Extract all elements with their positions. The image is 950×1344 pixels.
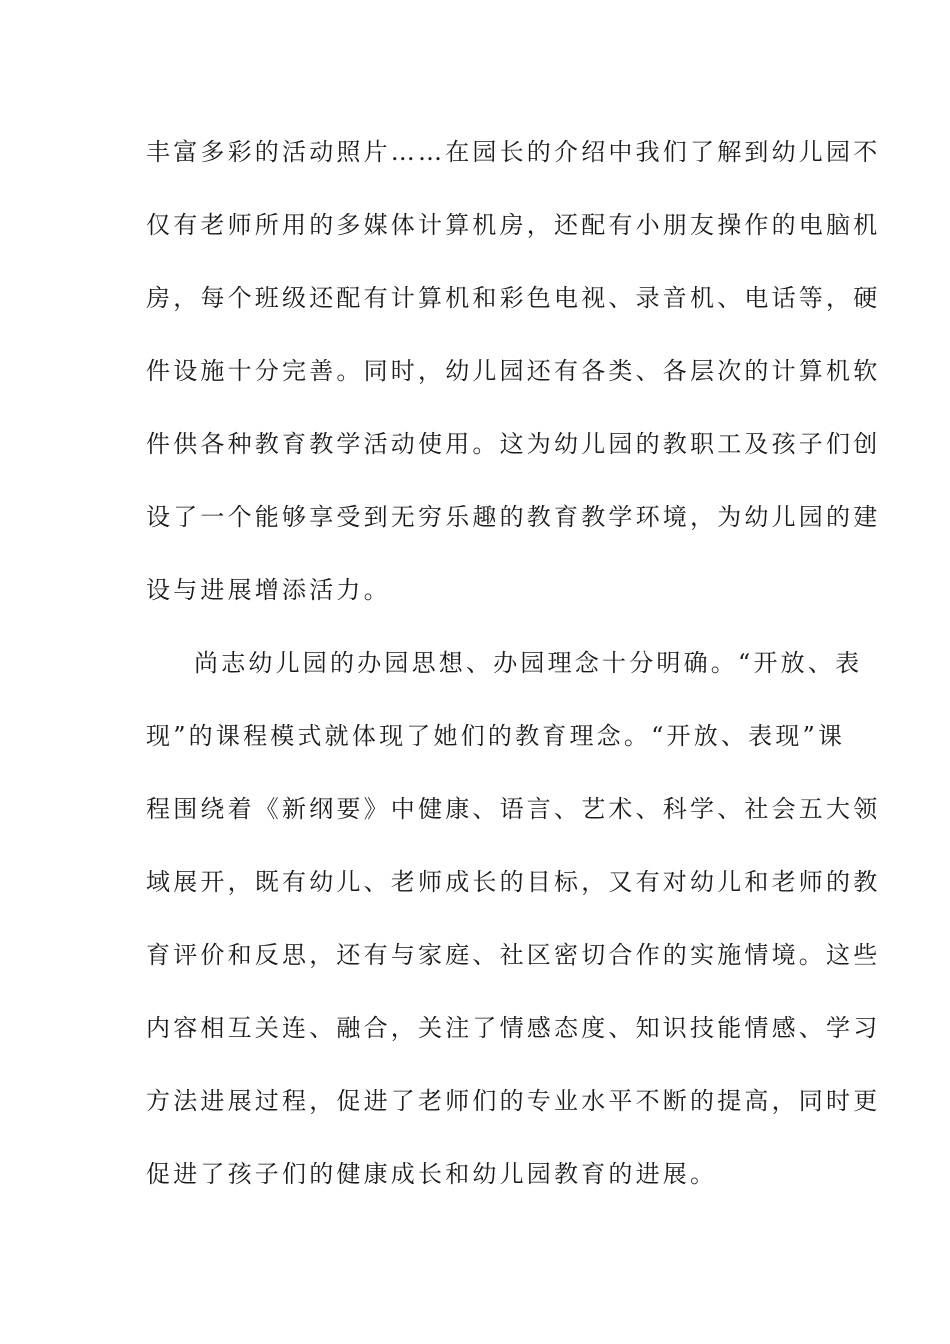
paragraph-2-line-8: 促进了孩子们的健康成长和幼儿园教育的进展。 — [146, 1160, 718, 1188]
paragraph-2-line-4: 域展开，既有幼儿、老师成长的目标，又有对幼儿和老师的教 — [146, 868, 881, 896]
paragraph-1-line-1: 丰富多彩的活动照片……在园长的介绍中我们了解到幼儿园不 — [146, 138, 881, 166]
paragraph-2-line-6: 内容相互关连、融合，关注了情感态度、知识技能情感、学习 — [146, 1014, 881, 1042]
paragraph-1-line-4: 件设施十分完善。同时，幼儿园还有各类、各层次的计算机软 — [146, 357, 881, 385]
paragraph-2-line-2: 现”的课程模式就体现了她们的教育理念。“开放、表现”课 — [146, 722, 846, 750]
paragraph-2-line-7: 方法进展过程，促进了老师们的专业水平不断的提高，同时更 — [146, 1087, 881, 1115]
paragraph-2-line-5: 育评价和反思，还有与家庭、社区密切合作的实施情境。这些 — [146, 941, 881, 969]
paragraph-1-line-7: 设与进展增添活力。 — [146, 576, 391, 604]
paragraph-2-line-1: 尚志幼儿园的办园思想、办园理念十分明确。“开放、表 — [194, 649, 863, 677]
paragraph-1-line-6: 设了一个能够享受到无穷乐趣的教育教学环境，为幼儿园的建 — [146, 503, 881, 531]
paragraph-1-line-2: 仅有老师所用的多媒体计算机房，还配有小朋友操作的电脑机 — [146, 211, 881, 239]
paragraph-2-line-3: 程围绕着《新纲要》中健康、语言、艺术、科学、社会五大领 — [146, 795, 881, 823]
paragraph-1-line-5: 件供各种教育教学活动使用。这为幼儿园的教职工及孩子们创 — [146, 430, 881, 458]
paragraph-1-line-3: 房，每个班级还配有计算机和彩色电视、录音机、电话等，硬 — [146, 284, 881, 312]
